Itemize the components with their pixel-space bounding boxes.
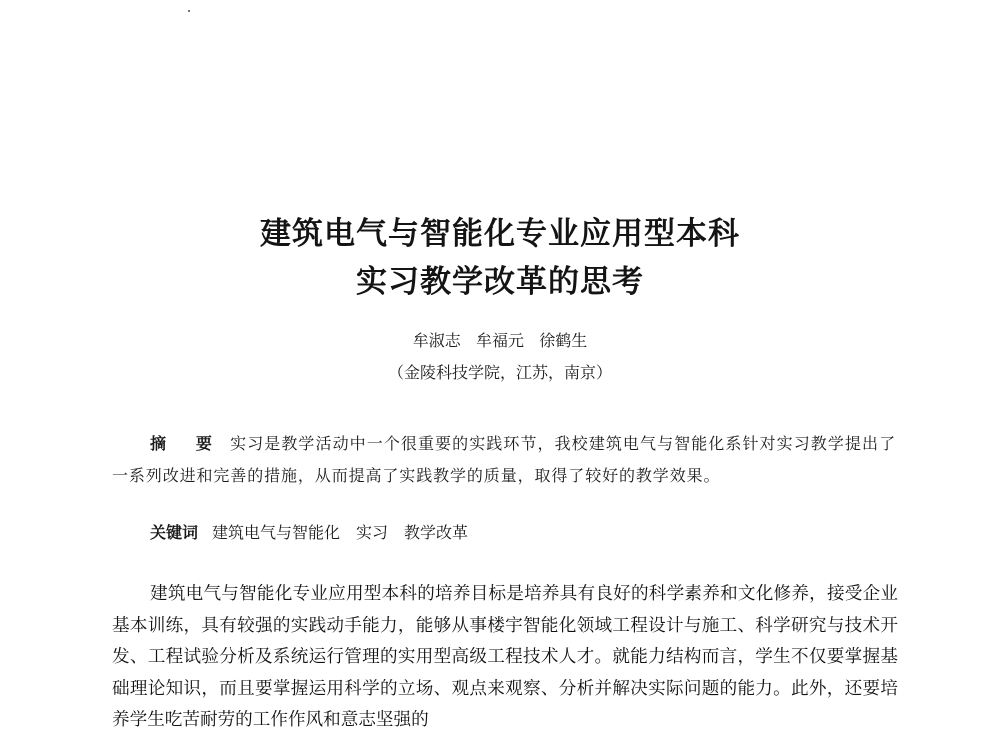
paper-title-line-1: 建筑电气与智能化专业应用型本科 [260,216,740,252]
body-paragraph: 建筑电气与智能化专业应用型本科的培养目标是培养具有良好的科学素养和文化修养，接受企业基本训练，具有较强的实践动手能力，能够从事楼宇智能化领域工程设计与施工、科学研究与技术开发、工程试验分析及系统运行管理的实用型高级工程技术人才。就能力结构而言，学生不仅要掌握基础理论知识，而且要掌握运用科学的立场、观点来观察、分析并解决实际问题的能力。此外，还要培养学生吃苦耐劳的工作作风和意志坚强的 [112,584,898,730]
abstract-text: 实习是教学活动中一个很重要的实践环节，我校建筑电气与智能化系针对实习教学提出了一系列改进和完善的措施，从而提高了实践教学的质量，取得了较好的教学效果。 [112,434,896,485]
author-2: 牟福元 [475,331,524,350]
keywords [150,520,484,543]
scan-speck [188,10,190,12]
author-list [0,328,1000,351]
abstract-label: 摘 要 [150,434,225,453]
keyword-item: 实习 [356,523,389,542]
keyword-item: 建筑电气与智能化 [212,523,341,542]
affiliation: （金陵科技学院，江苏，南京） [387,363,612,382]
abstract [112,428,896,492]
author-3: 徐鹤生 [539,331,588,350]
paper-title-line-2: 实习教学改革的思考 [356,264,644,300]
keyword-item: 教学改革 [404,523,469,542]
keywords-label: 关键词 [150,523,199,542]
author-1: 牟淑志 [412,331,461,350]
